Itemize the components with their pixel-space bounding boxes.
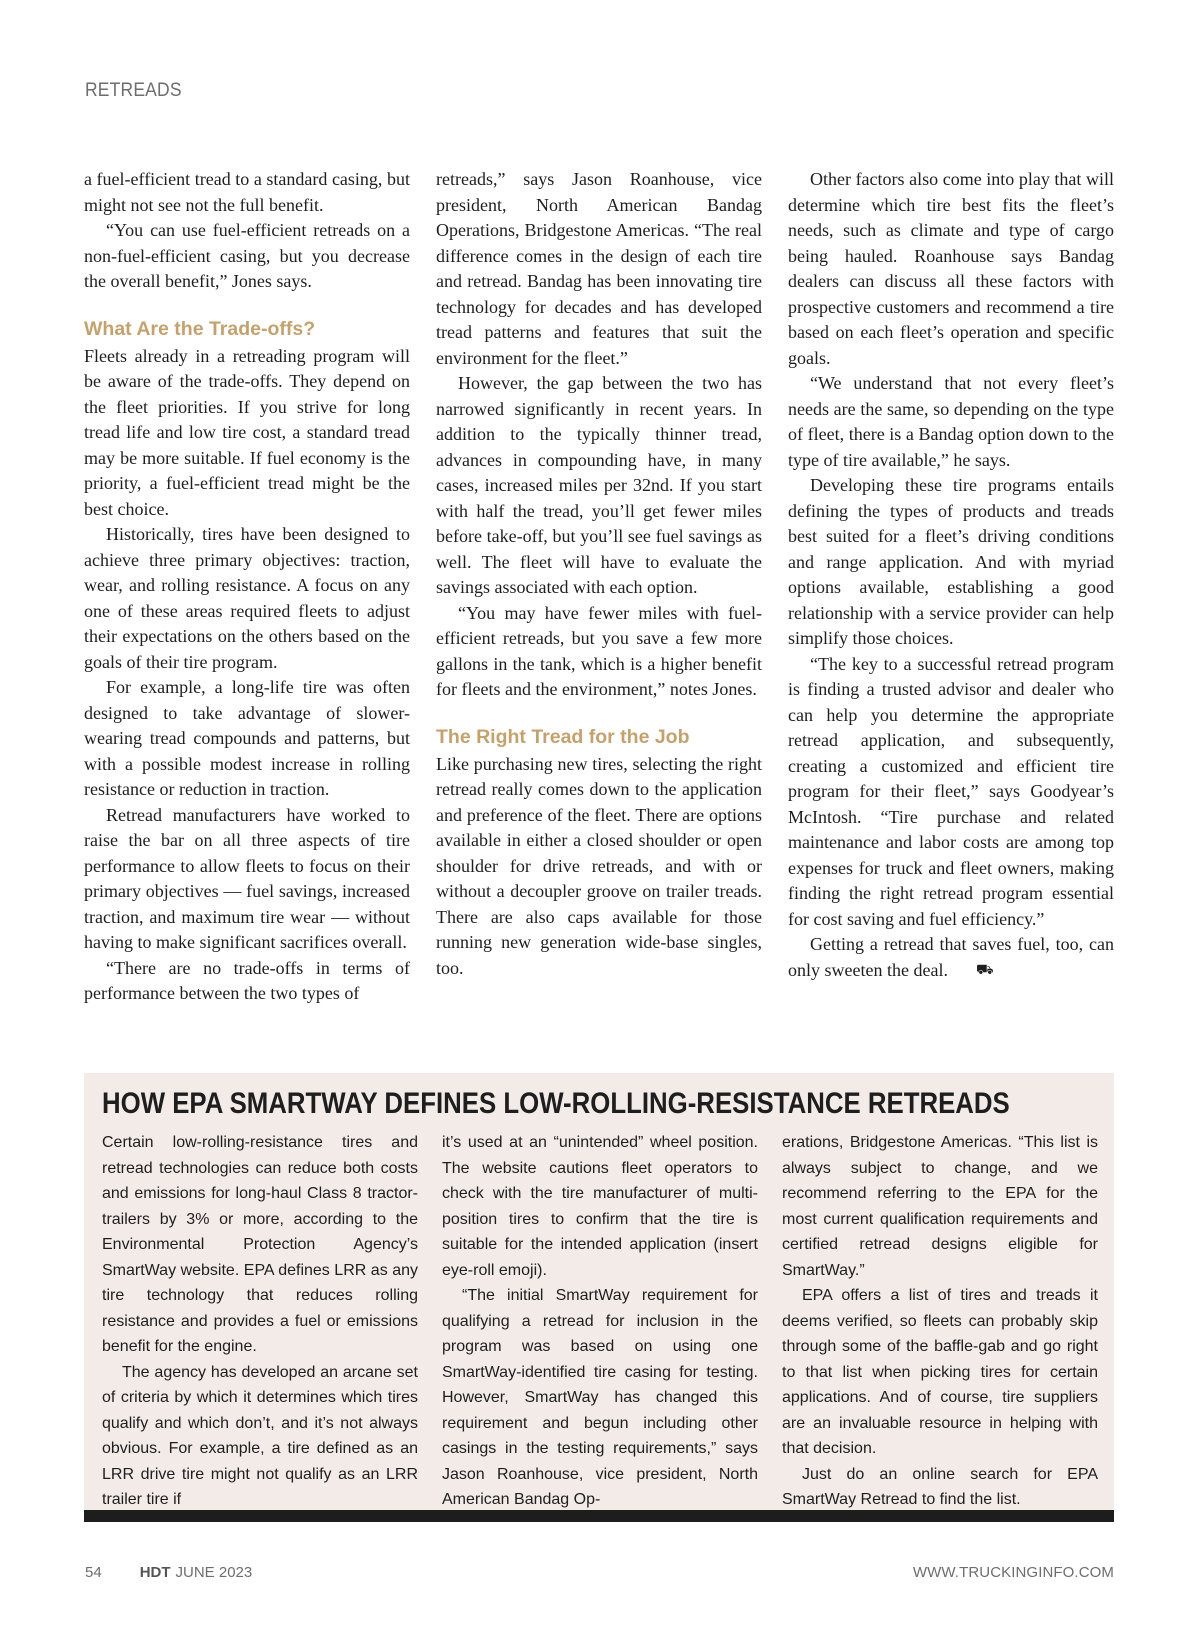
footer-url[interactable]: WWW.TRUCKINGINFO.COM	[912, 1564, 1114, 1581]
article-body	[84, 167, 1114, 1007]
paragraph: Fleets already in a retreading program will be aware of the trade-offs. They depend on the fleet priorities. If you strive for long tread life and low tire cost, a standard tread may be more suitable. If fuel economy is the priority, a fuel-efficient tread might be the best choice.	[84, 345, 410, 519]
paragraph: For example, a long-life tire was often designed to take advantage of slower-wearing tread compounds and patterns, but with a possible modest increase in rolling resistance or reduction in traction.	[84, 677, 410, 799]
paragraph: “There are no trade-offs in terms of performance between the two types of	[84, 957, 410, 1003]
paragraph: erations, Bridgestone Americas. “This list is always subject to change, and we recommend referring to the EPA for the most current qualification requirements and certified retread designs eligible for SmartWay.”	[782, 1134, 1098, 1279]
paragraph: Certain low-rolling-resistance tires and retread technologies can reduce both costs and emissions for long-haul Class 8 tractor-trailers by 3% or more, according to the Environmental Protection Agency’s SmartWay website. EPA defines LRR as any tire technology that reduces rolling resistance and provides a fuel or emissions benefit for the engine.	[102, 1134, 418, 1355]
paragraph: a fuel-efficient tread to a standard casing, but might not see not the full benefit.	[84, 169, 410, 215]
paragraph: Historically, tires have been designed to achieve three primary objectives: traction, wear, and rolling resistance. A focus on any one of these areas required fleets to adjust their expectations on the others based on the goals of their tire program.	[84, 524, 410, 672]
magazine-name: HDT	[139, 1564, 171, 1581]
paragraph: Developing these tire programs entails defining the types of products and treads best suited for a fleet’s driving conditions and range application. And with myriad options available, establishing a good relationship with a service provider can help simplify those choices.	[788, 475, 1114, 648]
paragraph: Like purchasing new tires, selecting the right retread really comes down to the application and preference of the fleet. There are options available in either a closed shoulder or open shoulder for drive retreads, and with or without a decoupler groove on trailer treads. There are also caps available for those running new generation wide-base singles, too.	[436, 753, 762, 978]
paragraph: EPA offers a list of tires and treads it deems verified, so fleets can probably skip through some of the baffle-gab and go right to that list when picking tires for certain applications. And of course, tire suppliers are an invaluable resource in helping with that decision.	[782, 1287, 1098, 1457]
paragraph: retreads,” says Jason Roanhouse, vice president, North American Bandag Operations, Bridgestone Americas. “The real difference comes in the design of each tire and retread. Bandag has been innovating tire technology for decades and has developed tread patterns and features that suit the environment for the fleet.”	[436, 169, 762, 368]
article-column-3	[788, 167, 1114, 1007]
paragraph: “The initial SmartWay requirement for qualifying a retread for inclusion in the program was based on using one SmartWay-identified tire casing for testing. However, SmartWay has changed this requirement and begun including other casings in the testing requirements,” says Jason Roanhouse, vice president, North American Bandag Op-	[442, 1287, 758, 1508]
paragraph: Just do an online search for EPA SmartWay Retread to find the list.	[782, 1465, 1098, 1508]
page-number: 54	[85, 1564, 102, 1581]
sidebar-column-3	[782, 1130, 1098, 1513]
section-label: RETREADS	[85, 80, 182, 101]
paragraph: “You can use fuel-efficient retreads on a non-fuel-efficient casing, but you decrease the overall benefit,” Jones says.	[84, 220, 410, 291]
closing-sentence: Getting a retread that saves fuel, too, can only sweeten the deal.	[788, 934, 1114, 980]
article-column-2	[436, 167, 762, 1007]
paragraph: “We understand that not every fleet’s needs are the same, so depending on the type of fleet, there is a Bandag option down to the type of tire available,” he says.	[788, 373, 1114, 470]
paragraph: The agency has developed an arcane set of criteria by which it determines which tires qualify and which don’t, and it’s not always obvious. For example, a tire defined as an LRR drive tire might not qualify as an LRR trailer tire if	[102, 1363, 418, 1508]
sidebar-column-2	[442, 1130, 758, 1513]
paragraph: Other factors also come into play that will determine which tire best fits the fleet’s needs, such as climate and type of cargo being hauled. Roanhouse says Bandag dealers can discuss all these factors with prospective customers and recommend a tire based on each fleet’s operation and specific goals.	[788, 169, 1114, 368]
subheading-right-tread: The Right Tread for the Job	[436, 725, 690, 748]
footer-folio	[85, 1564, 252, 1581]
paragraph: “You may have fewer miles with fuel-efficient retreads, but you save a few more gallons in the tank, which is a higher benefit for fleets and the environment,” notes Jones.	[436, 602, 762, 699]
paragraph: However, the gap between the two has narrowed significantly in recent years. In addition to the typically thinner tread, advances in compounding have, in many cases, increased miles per 32nd. If you start with half the tread, you’ll get fewer miles before take-off, but you’ll see fuel savings as well. The fleet will have to evaluate the savings associated with each option.	[436, 373, 762, 597]
sidebar-column-1	[102, 1130, 418, 1513]
paragraph	[788, 932, 1114, 983]
sidebar-title: HOW EPA SMARTWAY DEFINES LOW-ROLLING-RESISTANCE RETREADS	[102, 1087, 1010, 1120]
sidebar-box	[84, 1073, 1114, 1522]
subheading-trade-offs: What Are the Trade-offs?	[84, 317, 316, 340]
issue-date: JUNE 2023	[175, 1564, 253, 1581]
paragraph: Retread manufacturers have worked to raise the bar on all three aspects of tire performance to allow fleets to focus on their primary objectives — fuel savings, increased traction, and maximum tire wear — without having to make significant sacrifices overall.	[84, 804, 410, 952]
paragraph: it’s used at an “unintended” wheel position. The website cautions fleet operators to check with the tire manufacturer of multi-position tires to confirm that the tire is suitable for the intended application (insert eye-roll emoji).	[442, 1134, 758, 1279]
article-column-1	[84, 167, 410, 1007]
truck-logo-icon: ⛟	[975, 961, 994, 978]
paragraph: “The key to a successful retread program is finding a trusted advisor and dealer who can help you determine the appropriate retread application, and subsequently, creating a customized and efficient tire program for their fleet,” says Goodyear’s McIntosh. “Tire purchase and related maintenance and labor costs are among top expenses for truck and fleet owners, making finding the right retread program essential for cost saving and fuel efficiency.”	[788, 653, 1114, 929]
sidebar-body	[102, 1130, 1096, 1513]
